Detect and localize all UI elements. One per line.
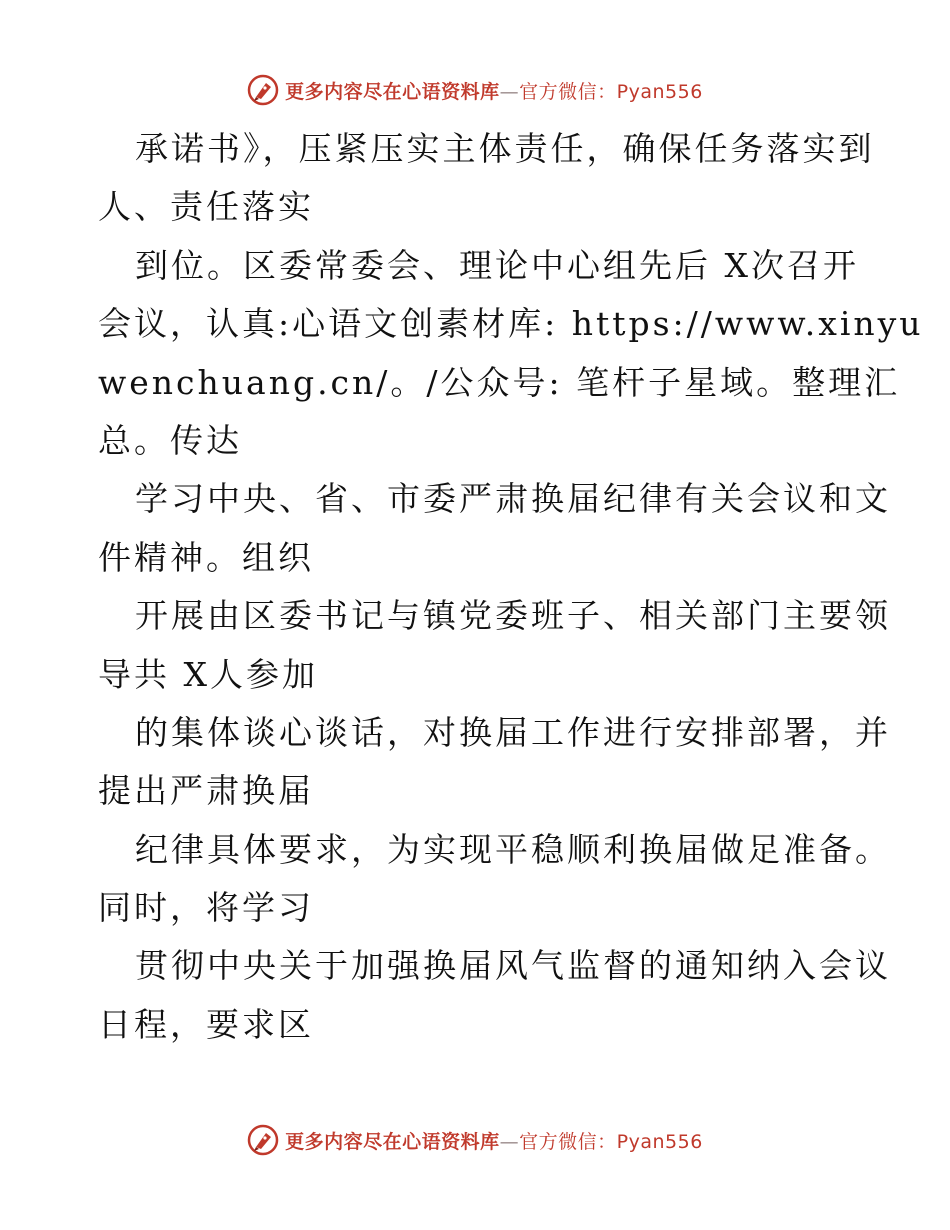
banner-site-name: 更多内容尽在心语资料库 (285, 80, 500, 103)
paragraph-line: 同时，将学习 (98, 888, 314, 928)
banner-site-name: 更多内容尽在心语资料库 (285, 1130, 500, 1153)
paragraph-line: 的集体谈心谈话，对换届工作进行安排部署，并 (135, 712, 891, 752)
footer-banner (0, 1122, 950, 1158)
banner-separator: — (499, 80, 520, 103)
pen-nib-logo-icon (247, 74, 279, 106)
header-banner (0, 72, 950, 108)
document-body (98, 120, 924, 1054)
paragraph-line: 总。传达 (98, 420, 242, 460)
banner-contact: 官方微信：Pyan556 (519, 1130, 703, 1153)
banner-text (285, 1127, 703, 1154)
banner-contact: 官方微信：Pyan556 (519, 80, 703, 103)
paragraph-line: 贯彻中央关于加强换届风气监督的通知纳入会议 (135, 946, 891, 986)
paragraph-line: wenchuang.cn/。/公众号: 笔杆子星域。整理汇 (98, 362, 901, 402)
paragraph-line: 导共 X人参加 (98, 654, 318, 694)
banner-separator: — (499, 1130, 520, 1153)
paragraph-line: 纪律具体要求，为实现平稳顺利换届做足准备。 (135, 829, 891, 869)
paragraph-line: 到位。区委常委会、理论中心组先后 X次召开 (135, 245, 859, 285)
paragraph-line: 人、责任落实 (98, 187, 314, 227)
paragraph-line: 提出严肃换届 (98, 771, 314, 811)
paragraph-line: 学习中央、省、市委严肃换届纪律有关会议和文 (135, 479, 891, 519)
paragraph-line: 日程，要求区 (98, 1004, 314, 1044)
pen-nib-logo-icon (247, 1124, 279, 1156)
banner-text (285, 77, 703, 104)
paragraph-line: 会议，认真:心语文创素材库: https://www.xinyu (98, 304, 924, 344)
paragraph-line: 开展由区委书记与镇党委班子、相关部门主要领 (135, 596, 891, 636)
paragraph-line: 件精神。组织 (98, 537, 314, 577)
paragraph-line: 承诺书》，压紧压实主体责任，确保任务落实到 (135, 129, 875, 168)
